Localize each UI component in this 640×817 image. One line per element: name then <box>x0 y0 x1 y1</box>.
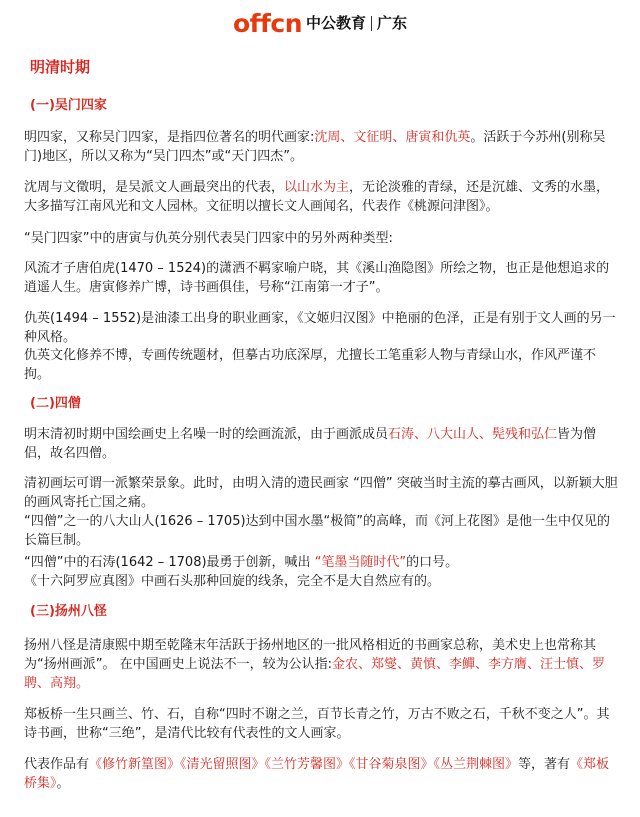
paragraph <box>24 309 620 347</box>
text-run: 郑板桥一生只画兰、竹、石，自称“四时不谢之兰，百节长青之竹，万古不败之石，千秋不变之人”。其诗书画，世称“三绝”，是清代比较有代表性的文人画家。 <box>24 707 610 741</box>
highlight-text: 金农、郑燮、黄慎、李鱓、李方膺、汪士慎、罗聘、高翔。 <box>24 657 605 691</box>
text-run: 。 <box>56 776 70 791</box>
text-run: 仇英(1494 – 1552)是油漆工出身的职业画家，《文姬归汉图》中艳丽的色泽，正是有别于文人画的另一种风格。 <box>24 311 616 345</box>
highlight-text: 以山水为主 <box>284 180 350 195</box>
paragraph <box>24 229 620 248</box>
region-label: 广东 <box>377 13 408 32</box>
text-run: 《十六阿罗应真图》中画石头那种回旋的线条，完全不是大自然应有的。 <box>24 574 441 589</box>
text-run: 沈周与文徵明，是吴派文人画最突出的代表， <box>24 180 285 195</box>
text-run: “四僧”之一的八大山人(1626 – 1705)达到中国水墨“极简”的高峰，而《河上花图》是他一生中仅见的长篇巨制。 <box>24 514 611 548</box>
paragraph <box>24 572 620 591</box>
section-heading-four-monks: (二)四僧 <box>30 396 81 411</box>
text-run: “吴门四家”中的唐寅与仇英分别代表吴门四家中的另外两种类型: <box>24 231 393 246</box>
highlight-text: “笔墨当随时代” <box>314 555 407 570</box>
text-run: 代表作品有 <box>24 757 90 772</box>
paragraph <box>24 755 620 793</box>
highlight-text: 石涛、八大山人、髡残和弘仁 <box>388 427 558 442</box>
text-run: 仇英文化修养不博，专画传统题材，但摹古功底深厚，尤擅长工笔重彩人物与青绿山水，作风严谨不拘。 <box>24 348 597 382</box>
paragraph <box>24 425 620 463</box>
highlight-text: 《修竹新篁图》《清光留照图》《兰竹芳馨图》《甘谷菊泉图》《丛兰荆棘图》 <box>89 757 519 772</box>
brand-header <box>0 8 640 38</box>
brand-name: 中公教育 <box>306 13 367 32</box>
paragraph <box>24 128 620 166</box>
paragraph <box>24 178 620 216</box>
text-run: ，无论淡雅的青绿，还是沉雄、文秀的水墨，大多描写江南风光和文人园林。文征明以擅长文人画闻名，代表作《桃源问津图》。 <box>24 180 610 214</box>
text-run: 扬州八怪是清康熙中期至乾隆末年活跃于扬州地区的一批风格相近的书画家总称，美术史上也常称其为“扬州画派”。 在中国画史上说法不一，较为公认指: <box>24 638 597 672</box>
paragraph <box>24 346 620 384</box>
text-run: 风流才子唐伯虎(1470 – 1524)的潇洒不羁家喻户晓，其《溪山渔隐图》所绘之物，也正是他想追求的逍遥人生。唐寅修养广博，诗书画俱佳，号称“江南第一才子”。 <box>24 261 610 295</box>
section-heading-wumen: (一)吴门四家 <box>30 98 107 113</box>
text-run: 。活跃于今苏州(别称吴门)地区，所以又称为“吴门四杰”或“天门四杰”。 <box>24 130 606 164</box>
paragraph <box>24 705 620 743</box>
paragraph <box>24 259 620 297</box>
paragraph <box>24 512 620 550</box>
text-run: 明末清初时期中国绘画史上名噪一时的绘画流派，由于画派成员 <box>24 427 389 442</box>
offcn-logo: offcn <box>232 8 302 38</box>
highlight-text: 沈周、文征明、唐寅和仇英 <box>314 130 471 145</box>
highlight-text: 《郑板桥集》 <box>24 757 610 791</box>
text-run: 的口号。 <box>406 555 459 570</box>
text-run: 明四家，又称吴门四家，是指四位著名的明代画家: <box>24 130 315 145</box>
header-separator <box>371 16 372 31</box>
paragraph <box>24 474 620 512</box>
text-run: 皆为僧侣，故名四僧。 <box>24 427 597 461</box>
page-title: 明清时期 <box>30 58 91 76</box>
paragraph <box>24 636 620 693</box>
paragraph <box>24 553 620 572</box>
text-run: “四僧”中的石涛(1642 – 1708)最勇于创新，喊出 <box>24 555 315 570</box>
section-heading-yangzhou: (三)扬州八怪 <box>30 604 107 619</box>
text-run: 清初画坛可谓一派繁荣景象。此时，由明入清的遗民画家 “四僧” 突破当时主流的摹古画风，以新颖大胆的画风寄托亡国之痛。 <box>24 476 618 510</box>
text-run: 等，著有 <box>518 757 571 772</box>
